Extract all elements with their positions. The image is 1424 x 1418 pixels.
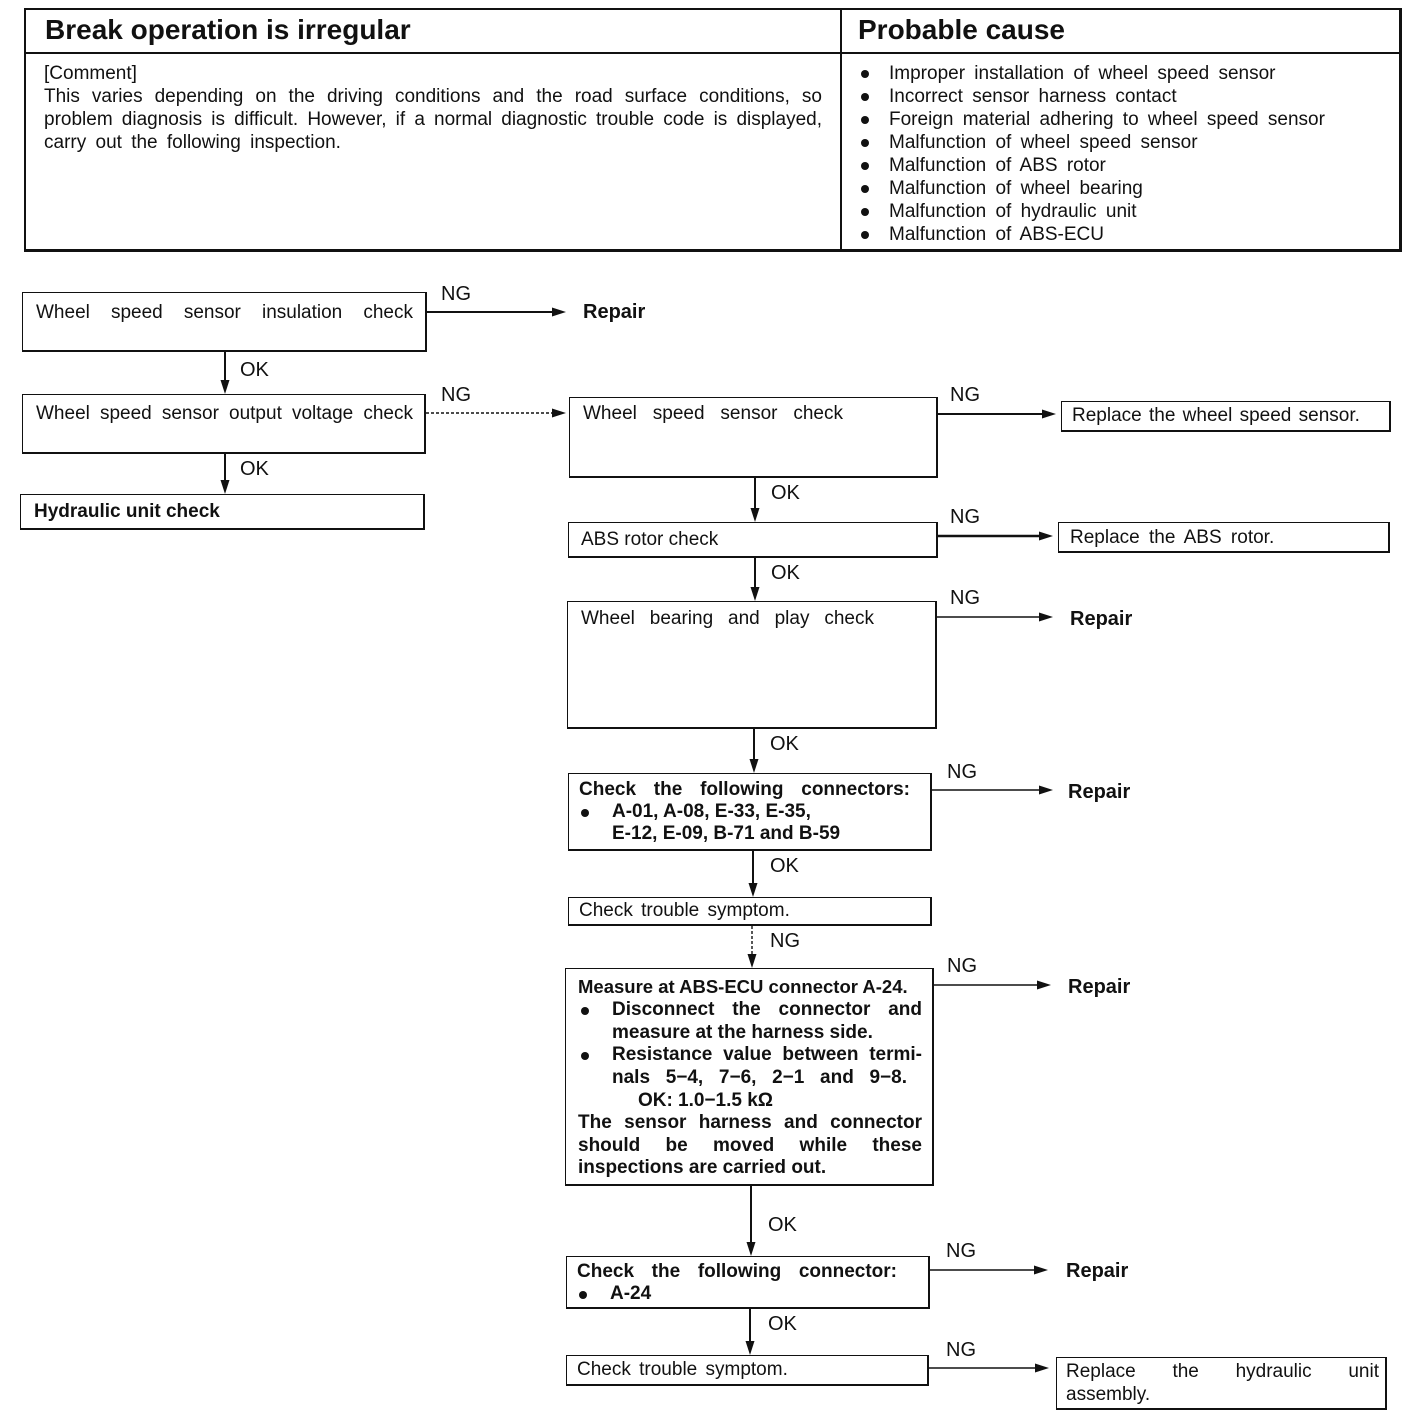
step-title: Measure at ABS-ECU connector A-24. [578, 976, 908, 997]
arrowhead-right [1039, 613, 1053, 622]
instruction-line: measure at the harness side. [612, 1022, 873, 1043]
instruction-line: Disconnect the connector and [612, 999, 922, 1020]
arrowhead-right [1039, 786, 1053, 795]
note-line: The sensor harness and connector [578, 1112, 922, 1133]
step-label: Hydraulic unit check [34, 501, 220, 522]
comment-line: problem diagnosis is difficult. However, if a normal diagnostic trouble code is displayed, [44, 109, 822, 130]
list-item [857, 131, 1397, 154]
cause-text: Malfunction of ABS rotor [889, 155, 1106, 176]
list-item [857, 223, 1397, 246]
ok-label: OK [768, 1313, 797, 1335]
arrowhead-down [221, 480, 230, 494]
step-label: Check trouble symptom. [577, 1359, 788, 1380]
connector-list-line: E-12, E-09, B-71 and B-59 [612, 823, 841, 844]
arrowhead-right [552, 308, 566, 317]
arrowhead-right [1034, 1266, 1048, 1275]
trouble-symptom-recheck-box [566, 1355, 929, 1386]
arrowhead-down [748, 954, 757, 968]
replace-sensor-box [1061, 401, 1391, 432]
comment-block [44, 62, 822, 154]
action-label: Replace the wheel speed sensor. [1072, 405, 1360, 426]
step-title: Check the following connector: [577, 1261, 897, 1282]
ng-label: NG [947, 761, 977, 783]
spec-value: 1.0−1.5 kΩ [678, 1090, 773, 1111]
ok-label: OK [768, 1214, 797, 1236]
connector-item: A-24 [610, 1283, 652, 1304]
repair-label: Repair [1066, 1260, 1129, 1282]
repair-label: Repair [1068, 781, 1131, 803]
action-label: Replace the hydraulic unit [1066, 1361, 1379, 1382]
step-label: ABS rotor check [581, 529, 719, 550]
comment-line: carry out the following inspection. [44, 132, 341, 153]
step-label: Wheel speed sensor output voltage check [36, 403, 413, 424]
list-item [857, 177, 1397, 200]
wheel-bearing-check-box [567, 601, 937, 729]
action-label: Replace the ABS rotor. [1070, 527, 1275, 548]
bullet-icon [861, 208, 869, 216]
ng-label: NG [950, 506, 980, 528]
arrowhead-down [221, 380, 230, 394]
ecu-measure-box [565, 968, 934, 1186]
list-item [857, 108, 1397, 131]
cause-text: Malfunction of ABS-ECU [889, 224, 1104, 245]
replace-hydraulic-unit-box [1056, 1357, 1387, 1410]
bullet-icon [861, 116, 869, 124]
symptom-title: Break operation is irregular [45, 14, 411, 45]
bullet-icon [581, 809, 589, 817]
table-header-divider [24, 52, 1402, 54]
bullet-icon [861, 93, 869, 101]
ng-label: NG [950, 587, 980, 609]
probable-cause-title: Probable cause [858, 14, 1065, 45]
note-line: should be moved while these [578, 1135, 922, 1156]
trouble-symptom-check-box [568, 897, 932, 926]
repair-label: Repair [1068, 976, 1131, 998]
ok-label: OK [770, 855, 799, 877]
abs-rotor-check-box [568, 522, 938, 558]
step-label: Check trouble symptom. [579, 900, 790, 921]
ng-label: NG [946, 1339, 976, 1361]
table-column-divider [840, 8, 842, 252]
ng-label: NG [441, 283, 471, 305]
step-label: Wheel bearing and play check [581, 608, 874, 629]
bullet-icon [861, 185, 869, 193]
bullet-icon [861, 70, 869, 78]
probable-cause-list [857, 62, 1397, 246]
ok-label: OK [771, 562, 800, 584]
step-title: Check the following connectors: [579, 779, 910, 800]
arrowhead-down [749, 883, 758, 897]
cause-text: Malfunction of hydraulic unit [889, 201, 1137, 222]
arrowhead-right [1037, 981, 1051, 990]
list-item [857, 85, 1397, 108]
bullet-icon [579, 1291, 587, 1299]
arrowhead-down [751, 508, 760, 522]
ng-label: NG [770, 930, 800, 952]
cause-text: Malfunction of wheel speed sensor [889, 132, 1198, 153]
arrowhead-right [1035, 1364, 1049, 1373]
step-label: Wheel speed sensor check [583, 403, 843, 424]
ok-label: OK [240, 458, 269, 480]
cause-text: Foreign material adhering to wheel speed sensor [889, 109, 1325, 130]
comment-label: [Comment] [44, 63, 137, 84]
bullet-icon [581, 1052, 589, 1060]
ok-label: OK [240, 359, 269, 381]
arrowhead-down [750, 759, 759, 773]
ng-label: NG [947, 955, 977, 977]
arrowhead-down [747, 1242, 756, 1256]
step-label: Wheel speed sensor insulation check [36, 302, 413, 323]
list-item [857, 154, 1397, 177]
comment-line: This varies depending on the driving conditions and the road surface conditions, so [44, 86, 822, 107]
instruction-line: Resistance value between termi- [612, 1044, 922, 1065]
cause-text: Incorrect sensor harness contact [889, 86, 1177, 107]
output-voltage-check-box [22, 394, 426, 454]
bullet-icon [861, 162, 869, 170]
repair-label: Repair [1070, 608, 1133, 630]
bullet-icon [581, 1007, 589, 1015]
sensor-check-box [569, 397, 938, 478]
connector-check-box [566, 1256, 930, 1309]
note-line: inspections are carried out. [578, 1157, 827, 1178]
ng-label: NG [946, 1240, 976, 1262]
arrowhead-right [1042, 410, 1056, 419]
ng-label: NG [950, 384, 980, 406]
ok-label: OK [771, 482, 800, 504]
ng-label: NG [441, 384, 471, 406]
replace-rotor-box [1058, 522, 1390, 553]
hydraulic-unit-check-box [20, 494, 425, 530]
bullet-icon [861, 139, 869, 147]
list-item [857, 200, 1397, 223]
action-label: assembly. [1066, 1384, 1151, 1405]
arrowhead-right [1039, 532, 1053, 541]
repair-label: Repair [583, 301, 646, 323]
list-item [857, 62, 1397, 85]
instruction-line: nals 5−4, 7−6, 2−1 and 9−8. [612, 1067, 907, 1088]
cause-text: Malfunction of wheel bearing [889, 178, 1143, 199]
arrowhead-down [746, 1341, 755, 1355]
arrowhead-right [552, 409, 566, 418]
ok-label: OK [770, 733, 799, 755]
insulation-check-box [22, 292, 427, 352]
spec-label: OK: [638, 1090, 673, 1111]
connector-list-line: A-01, A-08, E-33, E-35, [612, 801, 811, 822]
bullet-icon [861, 231, 869, 239]
arrowhead-down [751, 587, 760, 601]
cause-text: Improper installation of wheel speed sensor [889, 63, 1276, 84]
connectors-check-box [568, 773, 932, 851]
